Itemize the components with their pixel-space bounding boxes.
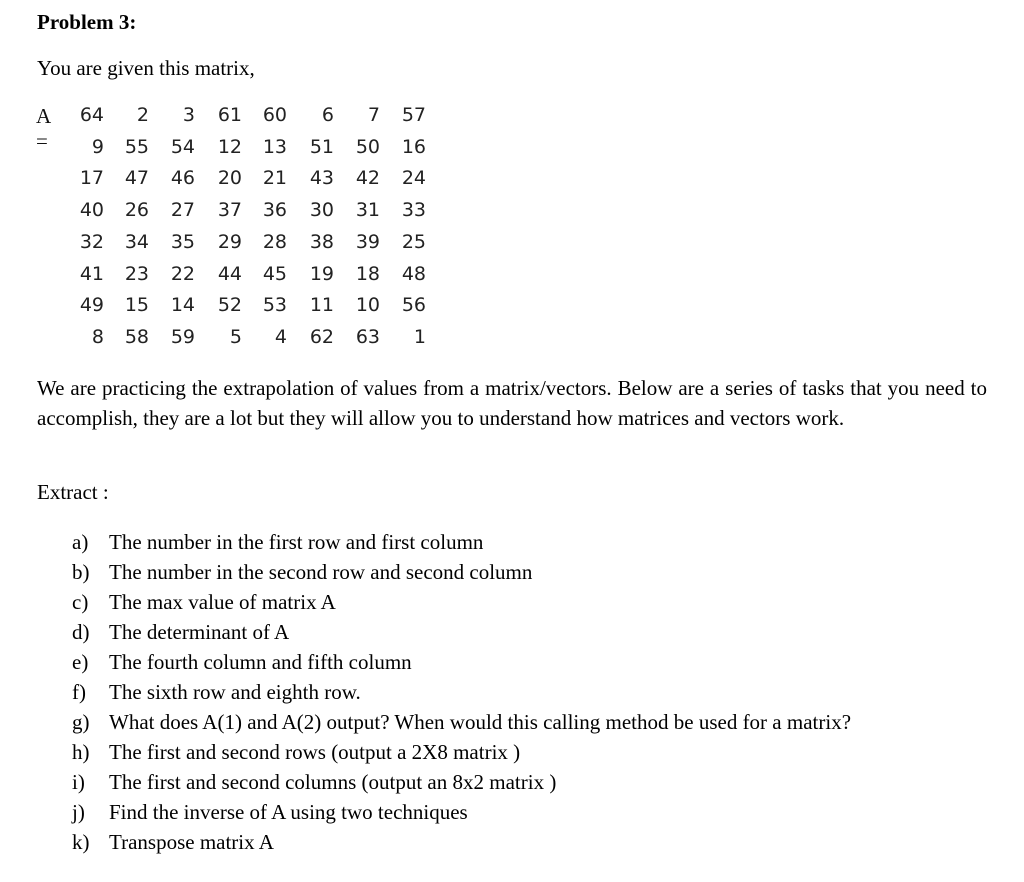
matrix-label: A = bbox=[36, 104, 51, 153]
matrix-cell: 49 bbox=[79, 294, 104, 317]
task-item bbox=[72, 647, 851, 677]
task-letter: a) bbox=[72, 530, 89, 554]
task-text: The determinant of A bbox=[109, 620, 290, 644]
task-item bbox=[72, 737, 851, 767]
task-item bbox=[72, 527, 851, 557]
matrix-row bbox=[36, 135, 426, 166]
task-item bbox=[72, 827, 851, 857]
task-letter: h) bbox=[72, 740, 90, 764]
matrix-cell: 64 bbox=[79, 104, 104, 126]
matrix-cell: 60 bbox=[262, 104, 287, 126]
matrix-cell: 25 bbox=[401, 230, 426, 253]
matrix-cell: 27 bbox=[170, 199, 195, 222]
task-item bbox=[72, 677, 851, 707]
matrix-cell: 39 bbox=[355, 230, 380, 253]
matrix-row bbox=[36, 167, 426, 197]
task-item bbox=[72, 797, 851, 827]
matrix-cell: 51 bbox=[309, 135, 334, 158]
matrix-cell: 17 bbox=[79, 167, 104, 190]
matrix-cell: 20 bbox=[217, 167, 242, 190]
matrix-cell: 53 bbox=[262, 294, 287, 317]
matrix-cell: 11 bbox=[309, 294, 334, 317]
matrix-cell: 10 bbox=[355, 294, 380, 317]
matrix-cell: 12 bbox=[217, 135, 242, 158]
matrix-cell: 22 bbox=[170, 262, 195, 285]
intro-text: You are given this matrix, bbox=[37, 56, 255, 80]
matrix-cell: 5 bbox=[229, 325, 242, 348]
matrix-row bbox=[36, 262, 426, 293]
matrix-cell: 21 bbox=[262, 167, 287, 190]
matrix-cell: 28 bbox=[262, 230, 287, 253]
task-text: The sixth row and eighth row. bbox=[109, 680, 361, 704]
task-list bbox=[72, 527, 851, 857]
extract-label: Extract : bbox=[37, 480, 109, 504]
matrix-cell: 2 bbox=[136, 104, 149, 126]
task-text: The first and second columns (output an 8x2 matrix ) bbox=[109, 770, 557, 794]
task-letter: k) bbox=[72, 830, 90, 854]
matrix-cell: 40 bbox=[79, 199, 104, 222]
matrix-row bbox=[36, 104, 426, 134]
task-text: The fourth column and fifth column bbox=[109, 650, 412, 674]
matrix-row bbox=[36, 199, 426, 229]
matrix-cell: 42 bbox=[355, 167, 380, 190]
task-text: Find the inverse of A using two techniques bbox=[109, 800, 468, 824]
matrix-cell: 62 bbox=[309, 325, 334, 348]
matrix-cell: 13 bbox=[262, 135, 287, 158]
task-text: The number in the second row and second column bbox=[109, 560, 533, 584]
task-letter: g) bbox=[72, 710, 90, 734]
task-description: We are practicing the extrapolation of values from a matrix/vectors. Below are a series of tasks that you need to accomplish, they are a lot but they will allow you to understand how matrices and vectors work. bbox=[37, 376, 987, 430]
task-text: Transpose matrix A bbox=[109, 830, 274, 854]
task-text: The max value of matrix A bbox=[109, 590, 336, 614]
matrix-cell: 58 bbox=[124, 325, 149, 348]
task-item bbox=[72, 707, 851, 737]
task-item bbox=[72, 587, 851, 617]
matrix-row bbox=[36, 325, 426, 356]
matrix-cell: 9 bbox=[91, 135, 104, 158]
matrix-cell: 37 bbox=[217, 199, 242, 222]
matrix-cell: 61 bbox=[217, 104, 242, 126]
matrix-cell: 4 bbox=[274, 325, 287, 348]
matrix-cell: 30 bbox=[309, 199, 334, 222]
matrix-cell: 7 bbox=[367, 104, 380, 126]
matrix-cell: 31 bbox=[355, 199, 380, 222]
matrix-cell: 29 bbox=[217, 230, 242, 253]
matrix-cell: 57 bbox=[401, 104, 426, 126]
matrix-cell: 1 bbox=[413, 325, 426, 348]
matrix-cell: 43 bbox=[309, 167, 334, 190]
matrix-cell: 50 bbox=[355, 135, 380, 158]
matrix-cell: 8 bbox=[91, 325, 104, 348]
matrix-cell: 19 bbox=[309, 262, 334, 285]
task-text: The number in the first row and first column bbox=[109, 530, 484, 554]
matrix-cell: 48 bbox=[401, 262, 426, 285]
task-item bbox=[72, 767, 851, 797]
matrix-cell: 14 bbox=[170, 294, 195, 317]
task-letter: c) bbox=[72, 590, 89, 614]
task-letter: f) bbox=[72, 680, 86, 704]
matrix-cell: 63 bbox=[355, 325, 380, 348]
matrix-cell: 3 bbox=[182, 104, 195, 126]
matrix-cell: 33 bbox=[401, 199, 426, 222]
task-item bbox=[72, 617, 851, 647]
matrix-cell: 6 bbox=[321, 104, 334, 126]
matrix-cell: 56 bbox=[401, 294, 426, 317]
matrix-cell: 16 bbox=[401, 135, 426, 158]
matrix-cell: 44 bbox=[217, 262, 242, 285]
matrix-cell: 38 bbox=[309, 230, 334, 253]
task-letter: i) bbox=[72, 770, 85, 794]
matrix-cell: 52 bbox=[217, 294, 242, 317]
task-letter: j) bbox=[72, 800, 85, 824]
matrix-cell: 15 bbox=[124, 294, 149, 317]
matrix-cell: 34 bbox=[124, 230, 149, 253]
matrix-cell: 18 bbox=[355, 262, 380, 285]
matrix-cell: 24 bbox=[401, 167, 426, 190]
matrix-cell: 41 bbox=[79, 262, 104, 285]
task-item bbox=[72, 557, 851, 587]
task-letter: e) bbox=[72, 650, 89, 674]
task-text: What does A(1) and A(2) output? When would this calling method be used for a matrix? bbox=[109, 710, 852, 734]
matrix-cell: 26 bbox=[124, 199, 149, 222]
problem-title: Problem 3: bbox=[37, 10, 137, 34]
matrix-cell: 46 bbox=[170, 167, 195, 190]
matrix-cell: 55 bbox=[124, 135, 149, 158]
task-letter: b) bbox=[72, 560, 90, 584]
matrix-cell: 59 bbox=[170, 325, 195, 348]
matrix-row bbox=[36, 230, 426, 261]
task-letter: d) bbox=[72, 620, 90, 644]
matrix-cell: 36 bbox=[262, 199, 287, 222]
matrix-cell: 35 bbox=[170, 230, 195, 253]
matrix-cell: 32 bbox=[79, 230, 104, 253]
matrix-cell: 45 bbox=[262, 262, 287, 285]
task-text: The first and second rows (output a 2X8 matrix ) bbox=[109, 740, 521, 764]
matrix-cell: 23 bbox=[124, 262, 149, 285]
matrix-cell: 47 bbox=[124, 167, 149, 190]
matrix-row bbox=[36, 294, 426, 324]
matrix-cell: 54 bbox=[170, 135, 195, 158]
